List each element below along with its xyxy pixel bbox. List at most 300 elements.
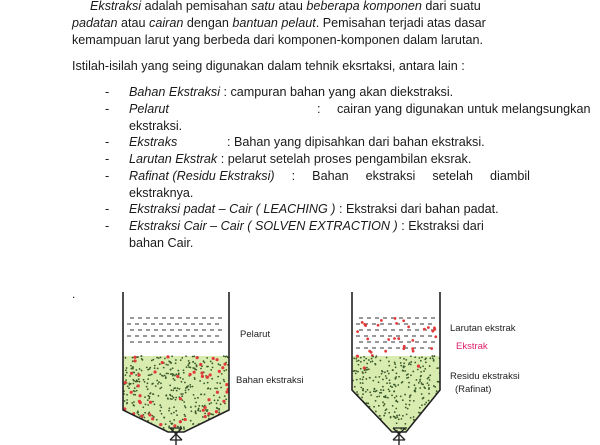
particle-dot (157, 383, 159, 385)
particle-dot (127, 385, 129, 387)
particle-dot (174, 387, 176, 389)
particle-dot (436, 410, 438, 412)
term-definition: : Ekstraksi dari bahan padat. (335, 202, 499, 216)
particle-dot (428, 393, 430, 395)
extract-dot (173, 424, 176, 427)
particle-dot (224, 423, 226, 425)
particle-dot (167, 364, 169, 366)
particle-dot (144, 381, 146, 383)
particle-dot (434, 386, 436, 388)
particle-dot (375, 376, 377, 378)
particle-dot (148, 374, 150, 376)
particle-dot (420, 427, 422, 429)
particle-dot (409, 362, 411, 364)
extract-dot (411, 347, 414, 350)
particle-dot (194, 378, 196, 380)
particle-dot (414, 391, 416, 393)
particle-dot (173, 406, 175, 408)
particle-dot (192, 361, 194, 363)
particle-dot (180, 426, 182, 428)
particle-dot (418, 412, 420, 414)
residue-sub-label: (Rafinat) (455, 384, 492, 395)
particle-dot (135, 374, 137, 376)
particle-dot (424, 368, 426, 370)
particle-dot (158, 381, 160, 383)
particle-dot (367, 403, 369, 405)
particle-dot (215, 419, 217, 421)
particle-dot (143, 430, 145, 432)
particle-dot (216, 407, 218, 409)
particle-dot (378, 405, 380, 407)
extract-dot (166, 355, 169, 358)
particle-dot (410, 394, 412, 396)
particle-dot (218, 363, 220, 365)
particle-dot (163, 427, 165, 429)
extract-dot (202, 409, 205, 412)
particle-dot (429, 379, 431, 381)
particle-dot (211, 433, 213, 435)
particle-dot (192, 386, 194, 388)
particle-dot (367, 389, 369, 391)
particle-dot (369, 416, 371, 418)
particle-dot (378, 381, 380, 383)
particle-dot (177, 387, 179, 389)
extract-dot (225, 383, 228, 386)
particle-dot (181, 381, 183, 383)
particle-dot (151, 430, 153, 432)
extract-dot (184, 418, 187, 421)
particle-dot (411, 429, 413, 431)
extract-dot (430, 347, 433, 350)
term-name: Rafinat (Residu Ekstraksi) (129, 169, 275, 183)
particle-dot (395, 377, 397, 379)
particle-dot (419, 380, 421, 382)
particle-dot (409, 400, 411, 402)
particle-dot (159, 410, 161, 412)
particle-dot (402, 370, 404, 372)
particle-dot (169, 420, 171, 422)
extract-dot (209, 373, 212, 376)
particle-dot (134, 394, 136, 396)
particle-dot (139, 368, 141, 370)
extract-dot (207, 398, 210, 401)
solution-label: Larutan ekstrak (450, 323, 516, 334)
extract-dot (133, 359, 136, 362)
particle-dot (130, 365, 132, 367)
particle-dot (163, 367, 165, 369)
particle-dot (395, 408, 397, 410)
particle-dot (204, 362, 206, 364)
particle-dot (126, 403, 128, 405)
solvent-label: Pelarut (240, 329, 271, 340)
particle-dot (423, 432, 425, 434)
particle-dot (412, 371, 414, 373)
particle-dot (355, 405, 357, 407)
particle-dot (434, 418, 436, 420)
particle-dot (410, 361, 412, 363)
extract-dot (215, 410, 218, 413)
particle-dot (175, 362, 177, 364)
particle-dot (418, 382, 420, 384)
extract-dot (149, 401, 152, 404)
particle-dot (375, 426, 377, 428)
particle-dot (196, 364, 198, 366)
particle-dot (175, 410, 177, 412)
particle-dot (433, 431, 435, 433)
particle-dot (216, 382, 218, 384)
particle-dot (390, 416, 392, 418)
extract-dot (427, 326, 430, 329)
particle-dot (394, 416, 396, 418)
term-separator: : (317, 102, 321, 116)
particle-dot (179, 388, 181, 390)
particle-dot (204, 413, 206, 415)
particle-dot (365, 372, 367, 374)
particle-dot (161, 387, 163, 389)
extract-dot (411, 339, 414, 342)
particle-dot (431, 423, 433, 425)
particle-dot (156, 380, 158, 382)
particle-dot (147, 399, 149, 401)
particle-dot (431, 410, 433, 412)
particle-dot (427, 378, 429, 380)
particle-dot (413, 400, 415, 402)
solvent-layer (127, 318, 222, 342)
particle-dot (133, 380, 135, 382)
particle-dot (129, 375, 131, 377)
particle-dot (156, 357, 158, 359)
particle-dot (383, 405, 385, 407)
particle-dot (132, 366, 134, 368)
particle-dot (183, 428, 185, 430)
extract-dot (179, 420, 182, 423)
particle-dot (382, 371, 384, 373)
particle-dot (378, 376, 380, 378)
particle-dot (396, 415, 398, 417)
particle-dot (133, 372, 135, 374)
particle-dot (416, 431, 418, 433)
particle-dot (219, 397, 221, 399)
particle-dot (225, 417, 227, 419)
particle-dot (141, 355, 143, 357)
extract-dot (140, 414, 143, 417)
particle-dot (360, 357, 362, 359)
particle-dot (224, 356, 226, 358)
particle-dot (386, 382, 388, 384)
particle-dot (362, 382, 364, 384)
particle-dot (358, 360, 360, 362)
particle-dot (355, 370, 357, 372)
particle-dot (143, 379, 145, 381)
particle-dot (400, 362, 402, 364)
extract-dot (179, 397, 182, 400)
particle-dot (398, 376, 400, 378)
particle-dot (147, 382, 149, 384)
particle-dot (389, 390, 391, 392)
extract-dot (225, 390, 228, 393)
particle-dot (183, 426, 185, 428)
particle-dot (211, 413, 213, 415)
particle-dot (397, 384, 399, 386)
particle-dot (365, 423, 367, 425)
particle-dot (388, 373, 390, 375)
particle-dot (211, 362, 213, 364)
particle-dot (394, 411, 396, 413)
particle-dot (223, 379, 225, 381)
term-definition-cont: ekstraksi. (129, 118, 183, 133)
extract-dot (201, 375, 204, 378)
particle-dot (198, 405, 200, 407)
particle-dot (132, 404, 134, 406)
particle-dot (152, 430, 154, 432)
solution-layer (356, 317, 437, 357)
particle-dot (188, 360, 190, 362)
bullet-dash: - (105, 169, 110, 183)
particle-dot (147, 404, 149, 406)
particle-dot (356, 379, 358, 381)
left-vessel (123, 292, 230, 445)
particle-dot (380, 389, 382, 391)
particle-dot (225, 369, 227, 371)
extract-dot (130, 372, 133, 375)
particle-dot (148, 429, 150, 431)
particle-dot (419, 407, 421, 409)
particle-dot (419, 387, 421, 389)
extract-dot (204, 415, 207, 418)
particle-dot (356, 360, 358, 362)
particle-dot (414, 389, 416, 391)
particle-dot (173, 412, 175, 414)
particle-dot (131, 424, 133, 426)
extract-dot (356, 330, 359, 333)
particle-dot (357, 371, 359, 373)
extract-dot (218, 370, 221, 373)
particle-dot (420, 360, 422, 362)
extract-dot (394, 317, 397, 320)
term-definition-cont: ekstraknya. (129, 185, 194, 200)
particle-dot (376, 396, 378, 398)
particle-dot (438, 406, 440, 408)
particle-dot (131, 368, 133, 370)
particle-dot (126, 367, 128, 369)
particle-dot (360, 368, 362, 370)
particle-dot (369, 377, 371, 379)
extract-dot (431, 330, 434, 333)
particle-dot (174, 379, 176, 381)
particle-dot (361, 424, 363, 426)
particle-dot (190, 406, 192, 408)
particle-dot (421, 428, 423, 430)
term-name: Ekstraksi Cair – Cair ( SOLVEN EXTRACTION ) (129, 219, 398, 233)
particle-dot (383, 415, 385, 417)
particle-dot (437, 405, 439, 407)
particle-dot (394, 362, 396, 364)
particle-dot (189, 384, 191, 386)
particle-dot (354, 386, 356, 388)
particle-dot (437, 381, 439, 383)
particle-dot (147, 388, 149, 390)
particle-dot (207, 409, 209, 411)
particle-dot (363, 427, 365, 429)
particle-dot (174, 375, 176, 377)
particle-dot (364, 409, 366, 411)
particle-dot (167, 397, 169, 399)
particle-dot (414, 432, 416, 434)
particle-dot (410, 355, 412, 357)
particle-dot (404, 423, 406, 425)
particle-dot (363, 423, 365, 425)
extract-dot (137, 384, 140, 387)
particle-dot (160, 406, 162, 408)
particle-dot (362, 404, 364, 406)
particle-dot (216, 429, 218, 431)
particle-dot (188, 366, 190, 368)
particle-dot (362, 379, 364, 381)
bullet-dash: - (105, 85, 110, 99)
particle-dot (152, 359, 154, 361)
particle-dot (182, 399, 184, 401)
particle-dot (143, 417, 145, 419)
particle-dot (199, 380, 201, 382)
term-name: Ekstraksi padat – Cair ( LEACHING ) (129, 202, 336, 216)
particle-dot (433, 430, 435, 432)
bullet-dash: - (105, 135, 110, 149)
extract-dot (423, 328, 426, 331)
particle-dot (152, 383, 154, 385)
particle-dot (388, 361, 390, 363)
particle-dot (372, 356, 374, 358)
particle-dot (149, 393, 151, 395)
particle-dot (414, 362, 416, 364)
particle-dot (223, 355, 225, 357)
particle-dot (135, 369, 137, 371)
particle-dot (368, 368, 370, 370)
particle-dot (395, 366, 397, 368)
particle-dot (409, 404, 411, 406)
particle-dot (388, 365, 390, 367)
particle-dot (131, 424, 133, 426)
particle-dot (190, 386, 192, 388)
particle-dot (362, 376, 364, 378)
particle-dot (428, 387, 430, 389)
particle-dot (418, 432, 420, 434)
particle-dot (179, 377, 181, 379)
particle-dot (133, 390, 135, 392)
particle-dot (192, 356, 194, 358)
particle-dot (405, 407, 407, 409)
particle-dot (220, 403, 222, 405)
particle-dot (366, 367, 368, 369)
particle-dot (400, 365, 402, 367)
particle-dot (182, 393, 184, 395)
particle-dot (126, 399, 128, 401)
particle-dot (385, 428, 387, 430)
particle-dot (407, 408, 409, 410)
particle-dot (216, 388, 218, 390)
particle-dot (405, 359, 407, 361)
extract-dot (207, 412, 210, 415)
particle-dot (388, 412, 390, 414)
extract-dot (221, 366, 224, 369)
particle-dot (421, 383, 423, 385)
particle-dot (435, 425, 437, 427)
particle-dot (188, 363, 190, 365)
particle-dot (147, 429, 149, 431)
particle-dot (372, 425, 374, 427)
particle-dot (432, 409, 434, 411)
particle-dot (410, 432, 412, 434)
particle-dot (419, 357, 421, 359)
particle-dot (424, 416, 426, 418)
extract-dot (124, 381, 127, 384)
particle-dot (183, 369, 185, 371)
extract-dot (395, 322, 398, 325)
particle-dot (353, 414, 355, 416)
particle-dot (396, 372, 398, 374)
particle-dot (180, 393, 182, 395)
particle-dot (155, 385, 157, 387)
particle-dot (138, 378, 140, 380)
particle-dot (398, 414, 400, 416)
particle-dot (213, 431, 215, 433)
particle-dot (380, 427, 382, 429)
extract-dot (219, 429, 222, 432)
extract-dot (126, 427, 129, 430)
particle-dot (421, 404, 423, 406)
particle-dot (391, 394, 393, 396)
particle-dot (363, 415, 365, 417)
particle-dot (359, 415, 361, 417)
particle-dot (219, 364, 221, 366)
particle-dot (356, 391, 358, 393)
particle-dot (365, 378, 367, 380)
particle-dot (392, 369, 394, 371)
particle-dot (158, 395, 160, 397)
particle-dot (125, 369, 127, 371)
particle-dot (210, 369, 212, 371)
particle-dot (389, 379, 391, 381)
particle-dot (395, 385, 397, 387)
extract-dot (403, 345, 406, 348)
particle-dot (195, 369, 197, 371)
particle-dot (182, 378, 184, 380)
terms-heading: Istilah-isilah yang seing digunakan dalam tehnik eksrtaksi, antara lain : (72, 59, 465, 73)
term-definition: : Ekstraksi dari (397, 219, 484, 233)
particle-dot (226, 432, 228, 434)
particle-dot (175, 397, 177, 399)
extract-dot (176, 375, 179, 378)
particle-dot (151, 415, 153, 417)
particle-dot (185, 390, 187, 392)
particle-dot (407, 432, 409, 434)
particle-dot (148, 424, 150, 426)
particle-dot (176, 390, 178, 392)
extract-dot (204, 406, 207, 409)
extract-dot (366, 338, 369, 341)
particle-dot (173, 419, 175, 421)
particle-dot (141, 432, 143, 434)
term-definition: : Bahan yang dipisahkan dari bahan ekstraksi. (227, 135, 485, 149)
extract-dot (402, 347, 405, 350)
particle-dot (414, 423, 416, 425)
term-line: Rafinat (Residu Ekstraksi) : Bahan ekstraksi setelah diambil (129, 169, 530, 183)
extract-dot (133, 356, 136, 359)
particle-dot (193, 355, 195, 357)
particle-dot (353, 394, 355, 396)
particle-dot (217, 399, 219, 401)
particle-dot (396, 422, 398, 424)
particle-dot (133, 394, 135, 396)
